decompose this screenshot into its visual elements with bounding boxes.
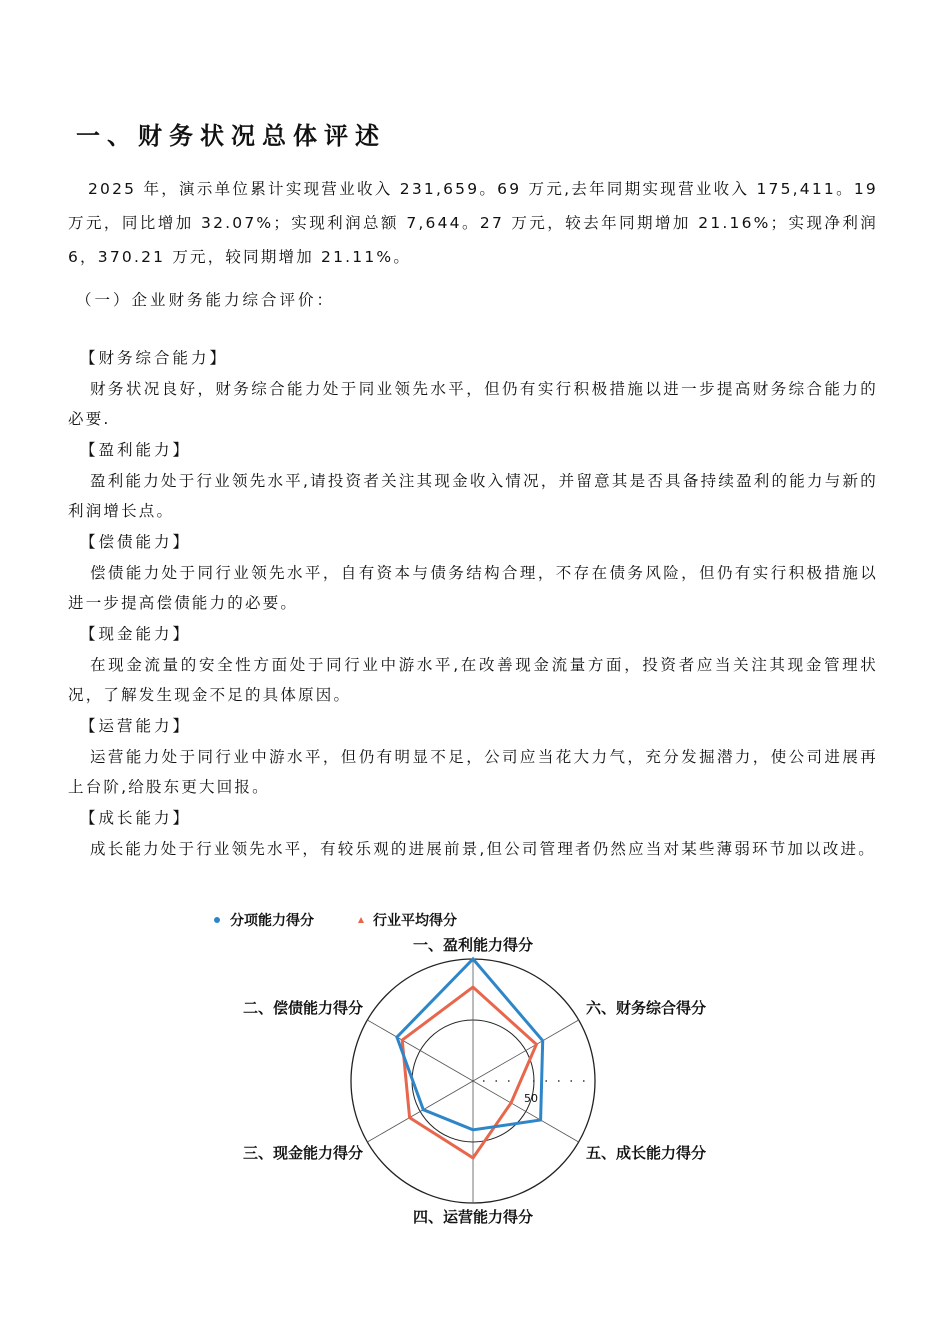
evaluation-sections [68,342,878,865]
radar-spoke [367,1081,473,1142]
section-title: 【财务综合能力】 [80,349,229,367]
section-title: 【成长能力】 [80,809,192,827]
subheading: （一）企业财务能力综合评价： [76,291,336,309]
section-title: 【现金能力】 [80,625,192,643]
legend-marker-series-1 [214,917,220,923]
section-title: 【运营能力】 [80,717,192,735]
section-heading: 一、财务状况总体评述 [76,122,386,150]
legend-marker-series-2 [358,917,364,923]
radar-tick-label: 50 [524,1092,538,1105]
radar-axis-label: 五、成长能力得分 [586,1144,707,1162]
section-body: 在现金流量的安全性方面处于同行业中游水平,在改善现金流量方面，投资者应当关注其现金管理状况，了解发生现金不足的具体原因。 [68,656,878,704]
section-growth [68,802,878,865]
radar-spoke [367,1020,473,1081]
section-title: 【偿债能力】 [80,533,192,551]
radar-series-1-line [397,959,543,1130]
legend-label-series-2: 行业平均得分 [373,913,457,929]
radar-chart [190,900,760,1240]
section-cash [68,618,878,710]
section-body: 盈利能力处于行业领先水平,请投资者关注其现金收入情况，并留意其是否具备持续盈利的能力与新的利润增长点。 [68,472,878,520]
section-body: 财务状况良好，财务综合能力处于同业领先水平，但仍有实行积极措施以进一步提高财务综合能力的必要. [68,380,878,428]
section-solvency [68,526,878,618]
radar-axis-label: 三、现金能力得分 [242,1144,363,1162]
section-profitability [68,434,878,526]
radar-axis-label: 六、财务综合得分 [586,999,707,1017]
section-title: 【盈利能力】 [80,441,192,459]
legend-label-series-1: 分项能力得分 [230,913,314,929]
radar-axis-label: 四、运营能力得分 [412,1208,534,1226]
intro-paragraph: 2025 年，演示单位累计实现营业收入 231,659。69 万元,去年同期实现营业收入 175,411。19 万元，同比增加 32.07%；实现利润总额 7,644。27 万元，较去年同期增加 21.16%；实现净利润 6，370.21 万元，较同期增加 21.11%。 [68,180,878,266]
section-operation [68,710,878,802]
section-body: 成长能力处于行业领先水平，有较乐观的进展前景,但公司管理者仍然应当对某些薄弱环节加以改进。 [90,840,876,858]
section-body: 偿债能力处于同行业领先水平，自有资本与债务结构合理，不存在债务风险，但仍有实行积极措施以进一步提高偿债能力的必要。 [68,564,878,612]
section-financial-overall [68,342,878,434]
radar-axis-label: 二、偿债能力得分 [242,999,363,1017]
radar-axis-label: 一、盈利能力得分 [412,936,534,954]
section-body: 运营能力处于同行业中游水平，但仍有明显不足，公司应当花大力气，充分发掘潜力，使公司进展再上台阶,给股东更大回报。 [68,748,878,796]
